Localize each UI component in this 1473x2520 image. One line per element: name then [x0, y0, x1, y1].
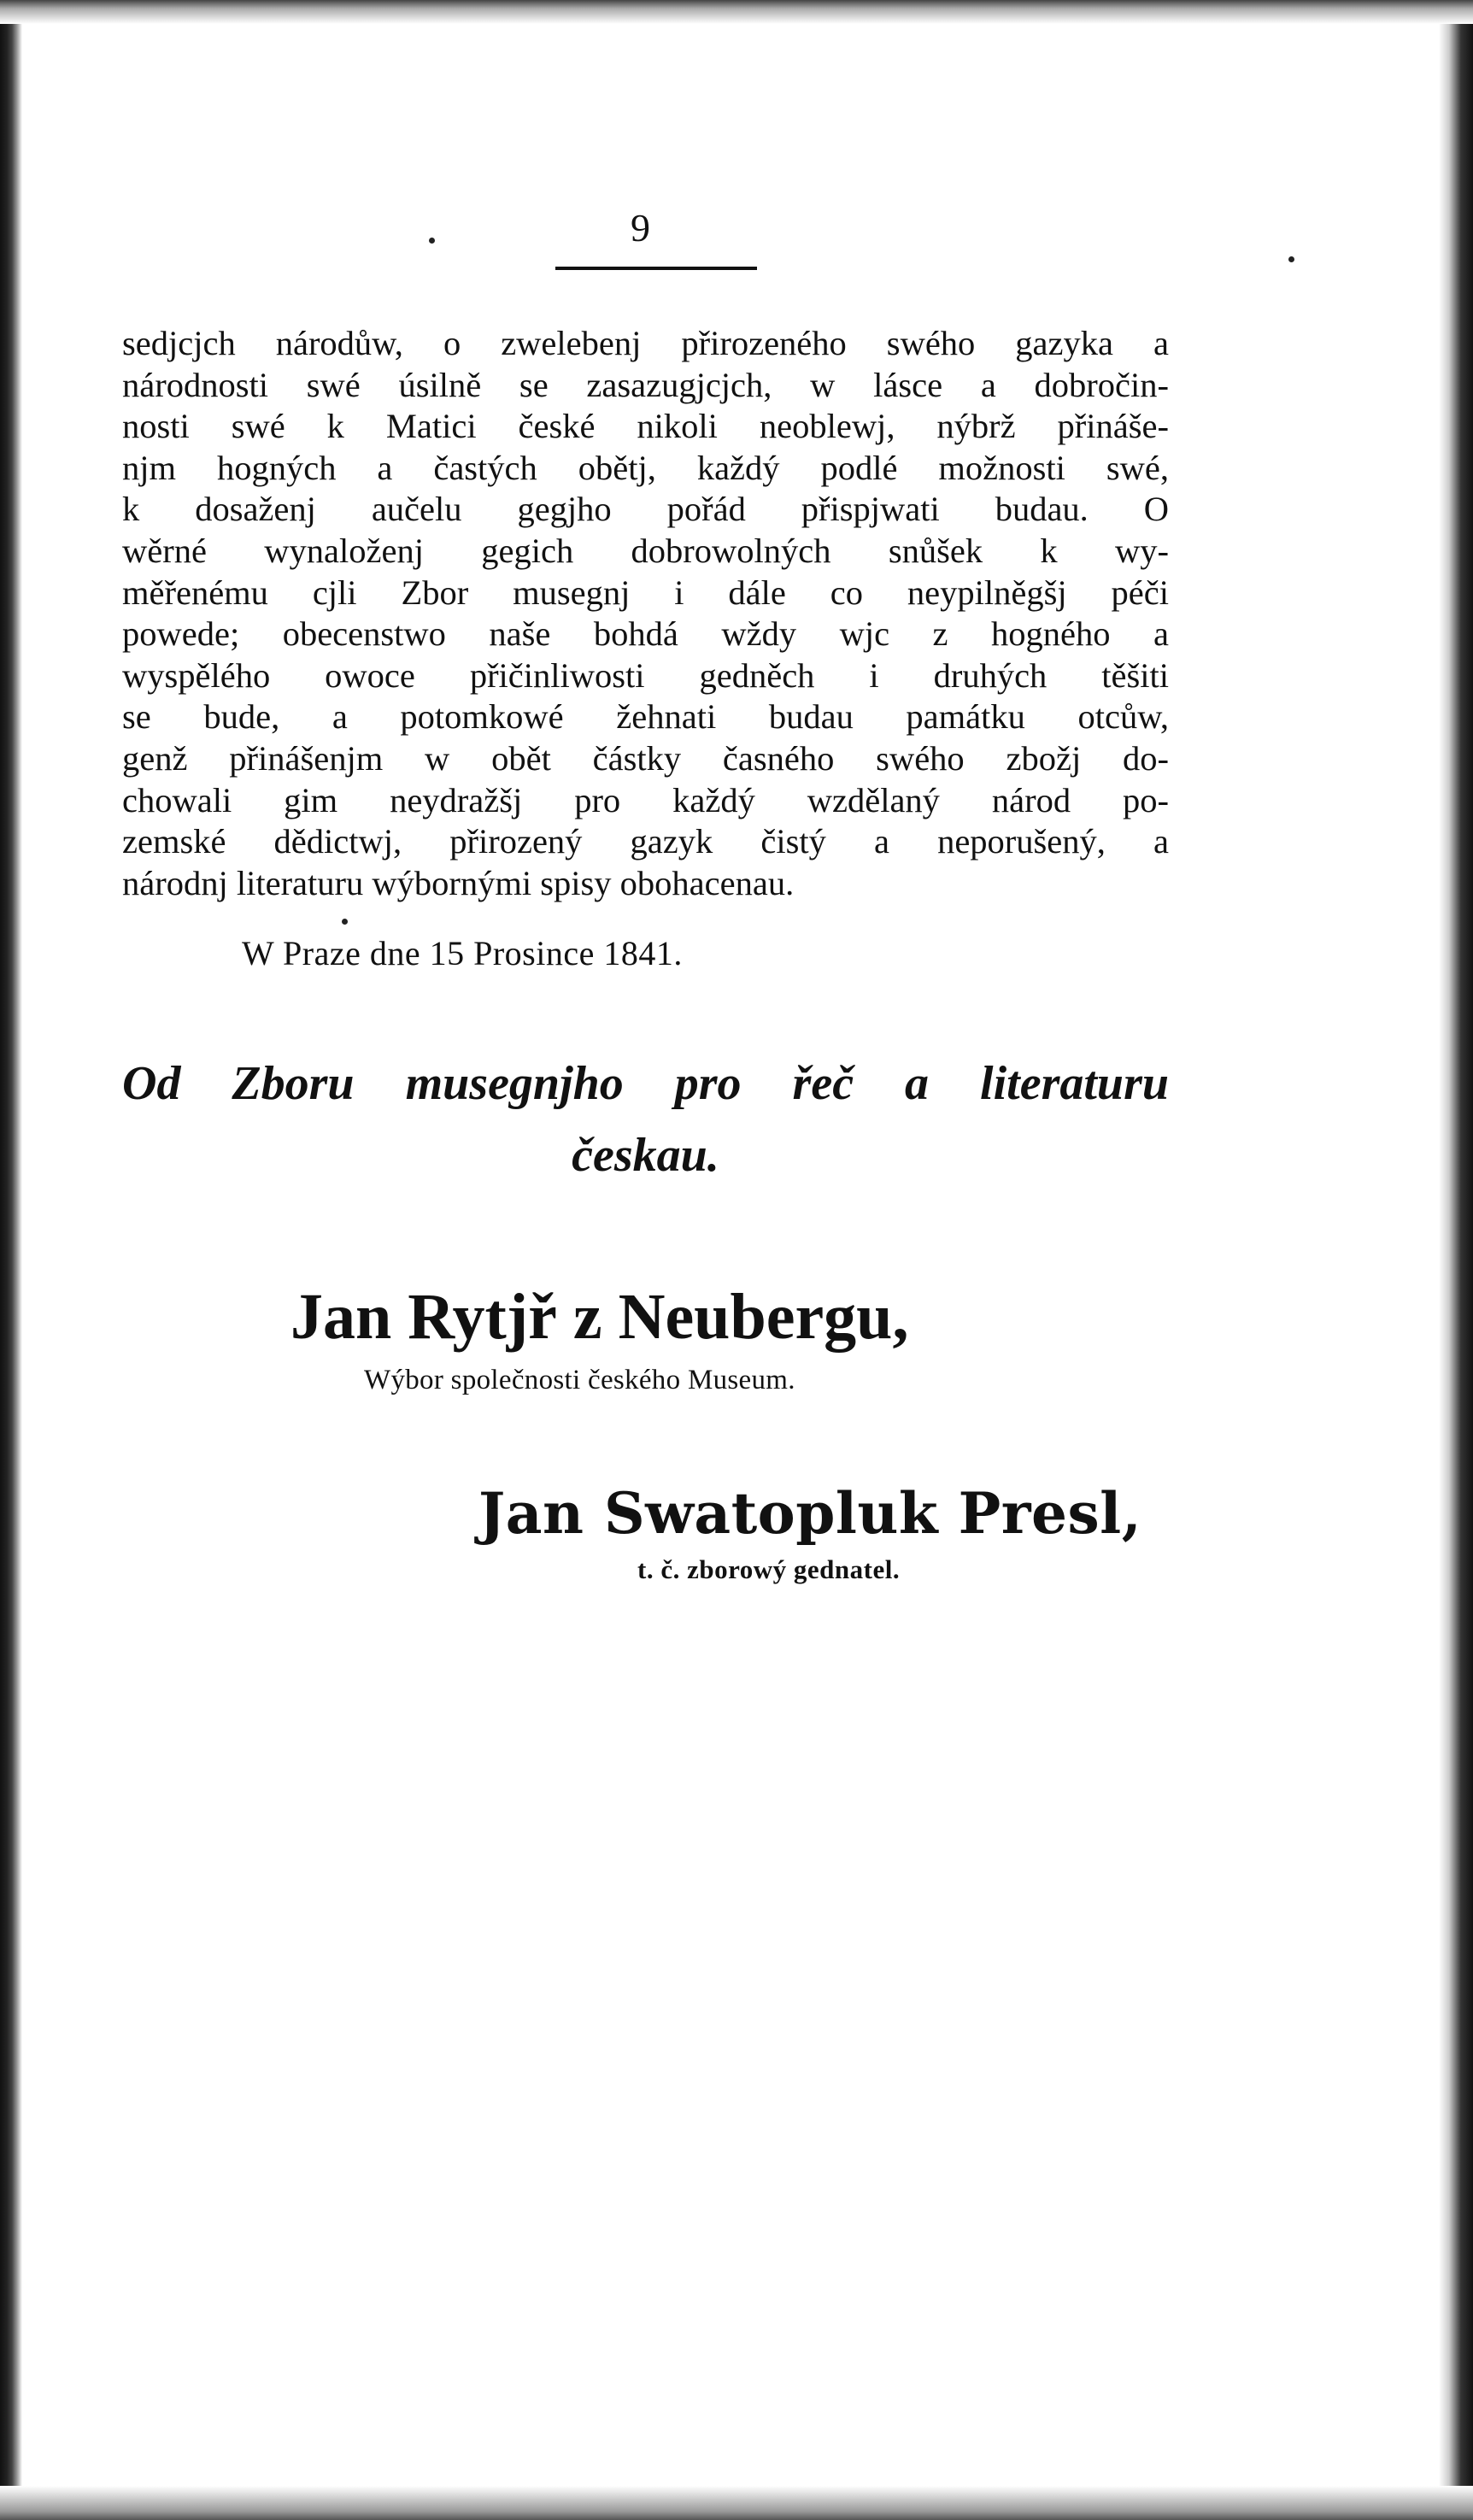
body-line: se bude, a potomkowé žehnati budau památku otcůw, [122, 697, 1169, 737]
body-line: wyspělého owoce přičinliwosti gedněch i druhých těšiti [122, 655, 1169, 695]
speck [1288, 256, 1294, 262]
body-line: měřenému cjli Zbor musegnj i dále co neypilněgšj péči [122, 573, 1169, 612]
scan-edge-top [0, 0, 1473, 24]
body-line: wěrné wynaloženj gegich dobrowolných snůšek k wy- [122, 531, 1169, 570]
page-number [0, 205, 1282, 250]
body-line: k dosaženj aučelu gegjho pořád přispjwati budau. O [122, 490, 1169, 529]
society-heading-line1: Od Zboru musegnjho pro řeč a literaturu [122, 1057, 1169, 1110]
scan-edge-right [1439, 0, 1473, 2520]
society-heading-line2: českau. [572, 1129, 719, 1182]
body-line: národnj literaturu wýbornými spisy obohacenau. [122, 863, 795, 902]
body-line: chowali gim neydražšj pro každý wzdělaný národ po- [122, 780, 1169, 819]
body-paragraph [122, 323, 1169, 904]
body-line: sedjcjch národůw, o zwelebenj přirozeného swého gazyka a [122, 324, 1169, 362]
signatory-name: Jan Swatopluk Presl, [478, 1480, 1142, 1547]
scan-edge-bottom [0, 2486, 1473, 2520]
dateline: W Praze dne 15 Prosince 1841. [242, 934, 683, 972]
body-line: njm hogných a častých obětj, každý podlé možnosti swé, [122, 448, 1169, 487]
body-line: národnosti swé úsilně se zasazugjcjch, w lásce a dobročin- [122, 365, 1169, 404]
signatory-name: Jan Rytjř z Neubergu, [290, 1281, 909, 1353]
speck [342, 919, 348, 925]
page-number-rule [555, 267, 757, 270]
body-line: zemské dědictwj, přirozený gazyk čistý a neporušený, a [122, 822, 1169, 861]
scan-edge-left [0, 0, 22, 2520]
body-line: genž přinášenjm w obět částky časného swého zbožj do- [122, 738, 1169, 778]
signatory-title: Wýbor společnosti českého Museum. [364, 1365, 795, 1395]
signatory-title: t. č. zborowý gednatel. [637, 1554, 901, 1584]
body-line: powede; obecenstwo naše bohdá wždy wjc z hogného a [122, 614, 1169, 654]
society-heading [122, 1048, 1169, 1191]
page-number-text: 9 [631, 206, 651, 250]
body-line: nosti swé k Matici české nikoli neoblewj, nýbrž přináše- [122, 407, 1169, 446]
